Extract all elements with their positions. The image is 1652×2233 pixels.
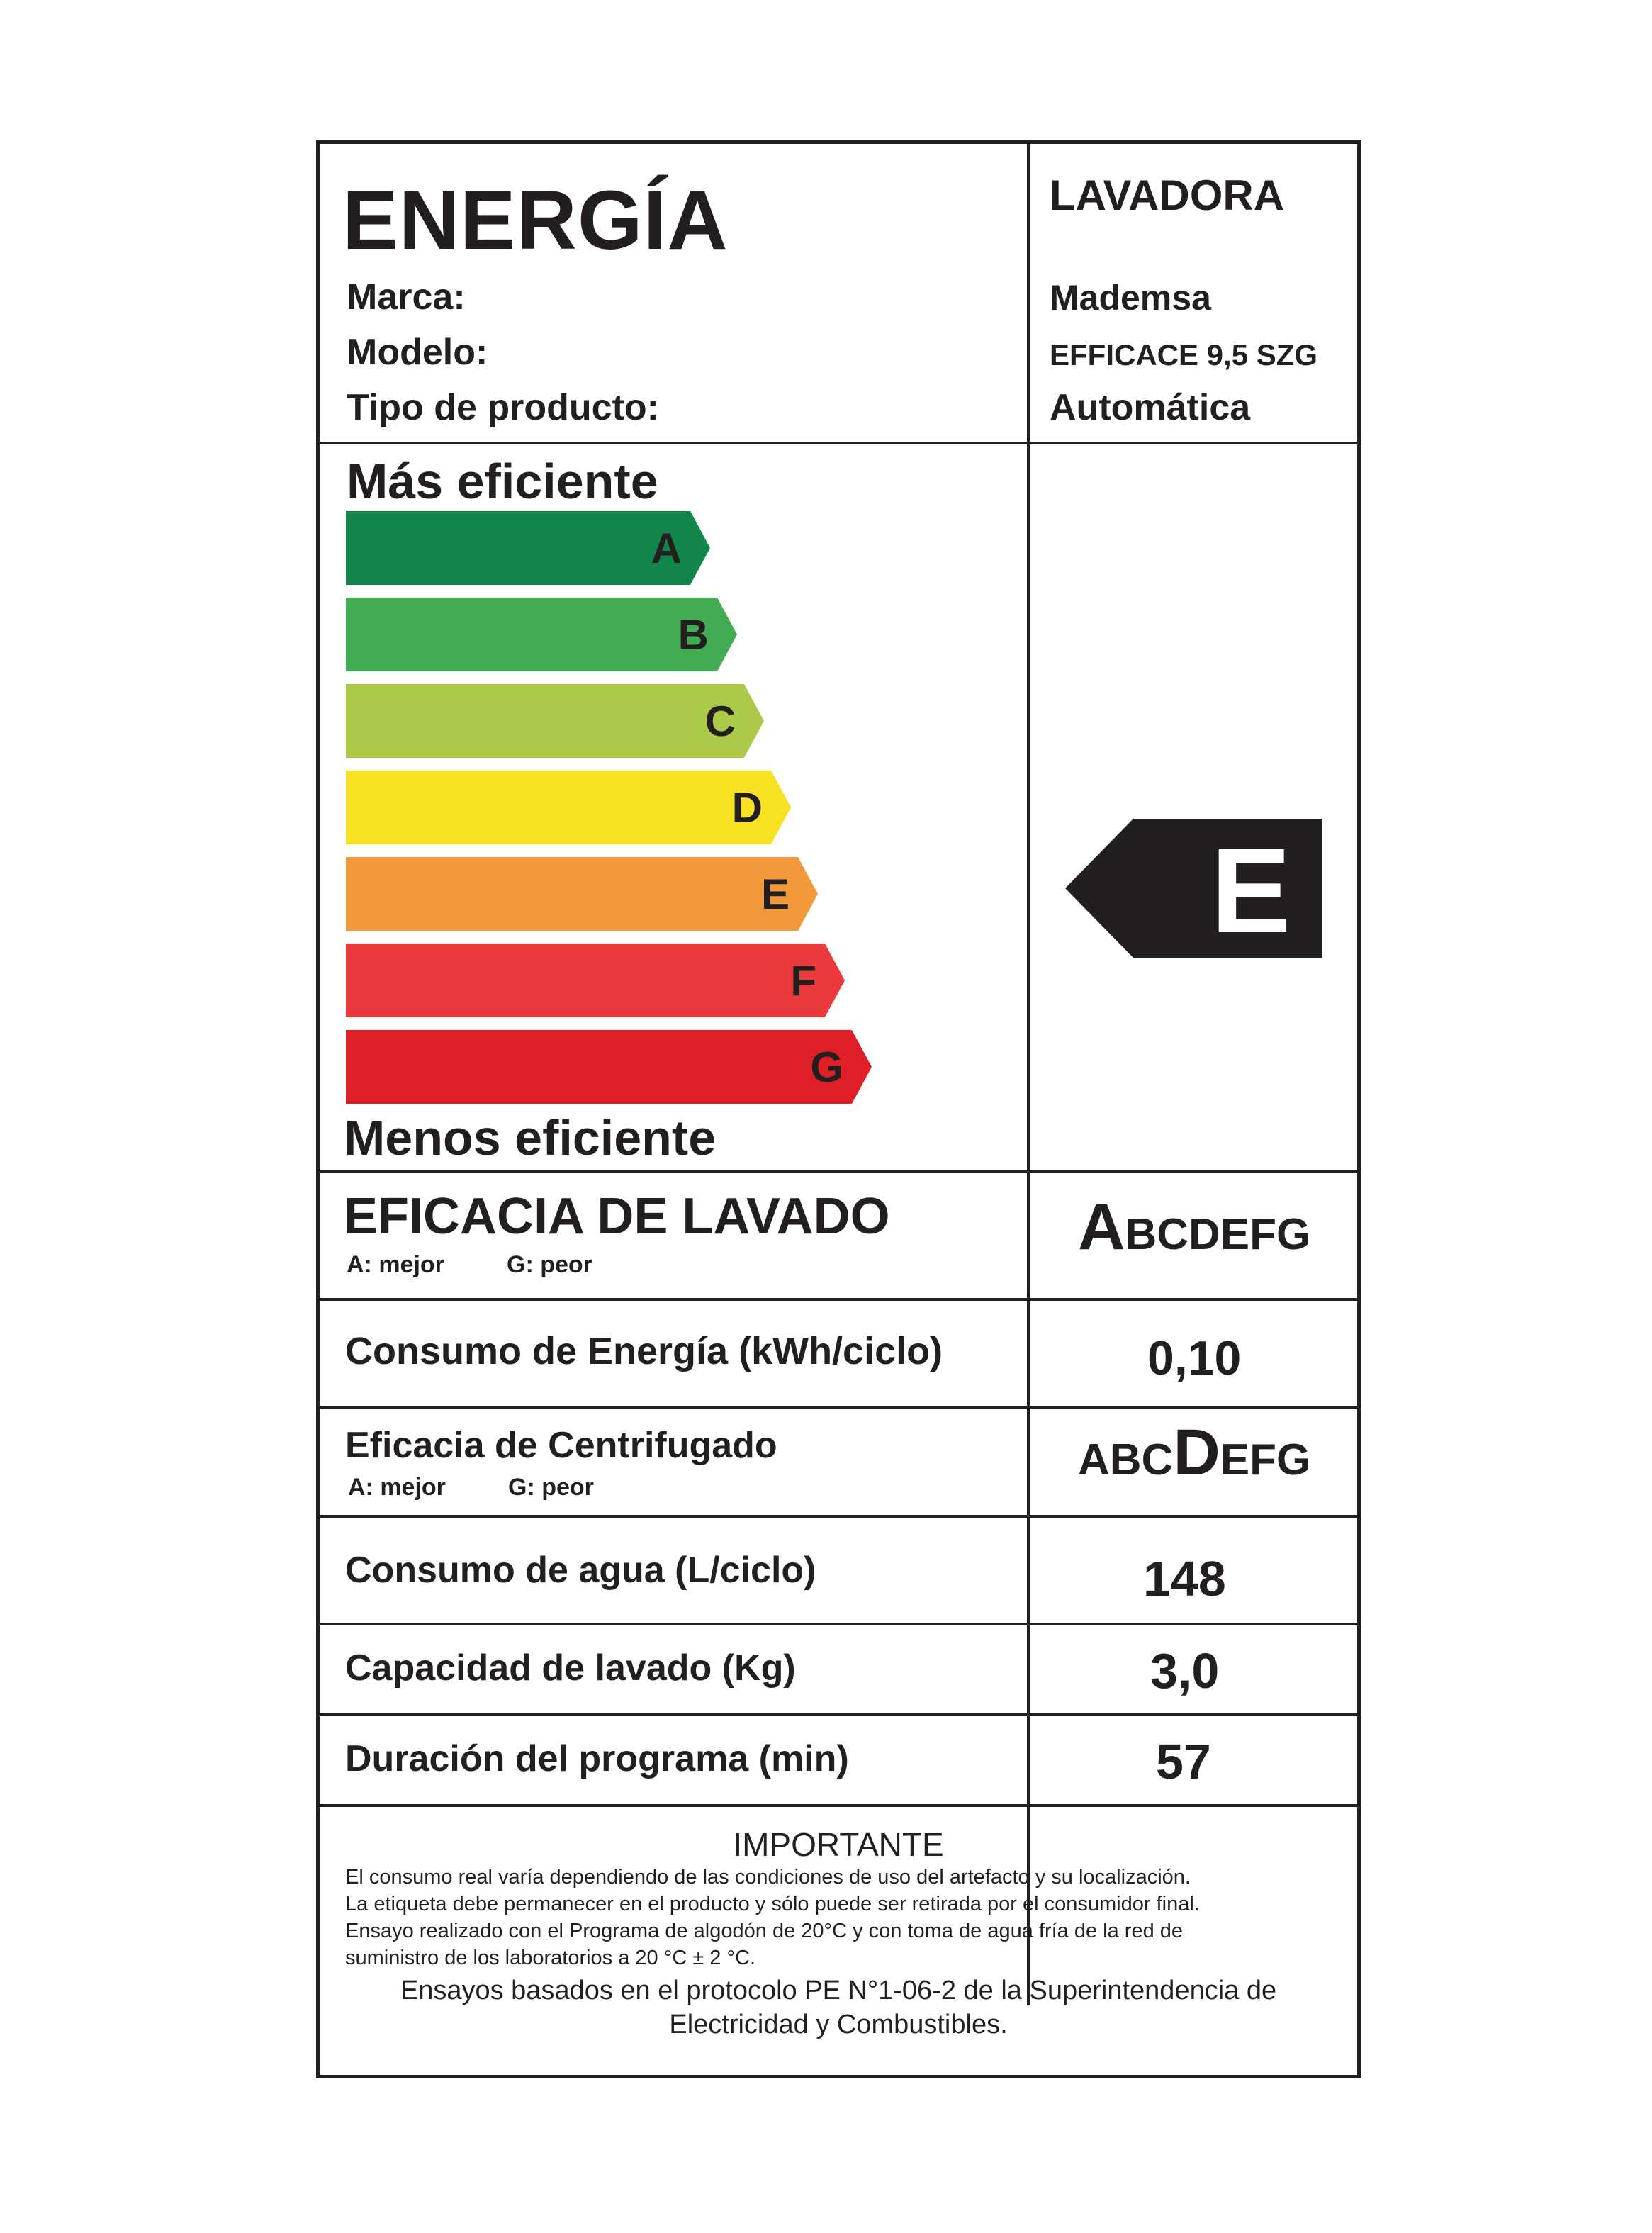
product-type-value: Automática [1050,387,1251,428]
spin-best-note: A: mejor [348,1474,446,1501]
wash-best-note: A: mejor [347,1251,444,1278]
row-divider [320,1623,1357,1625]
label-title: ENERGÍA [342,174,729,267]
efficiency-bar-f [346,944,845,1017]
notice-line: Ensayo realizado con el Programa de algodón de 20°C y con toma de agua fría de la red de [345,1920,1184,1942]
efficiency-class-letter: D [731,784,763,832]
efficiency-class-letter: G [810,1043,843,1091]
row-divider [320,1406,1357,1409]
efficiency-class-letter: C [704,698,736,745]
protocol-line: Ensayos basados en el protocolo PE N°1-06-2 de la Superintendencia de [400,1976,1277,2005]
energy-label [316,140,1361,2078]
energy-consumption-label: Consumo de Energía (kWh/ciclo) [345,1330,943,1372]
least-efficient-label: Menos eficiente [344,1110,717,1165]
wash-worst-note: G: peor [507,1251,592,1278]
wash-selected-class: A [1078,1191,1125,1263]
efficiency-bar-c [346,684,764,758]
capacity-label: Capacidad de lavado (Kg) [345,1647,796,1689]
duration-label: Duración del programa (min) [345,1738,849,1779]
water-consumption-label: Consumo de agua (L/ciclo) [345,1550,816,1591]
efficiency-class-letter: F [790,957,816,1004]
wash-efficacy-label: EFICACIA DE LAVADO [344,1188,890,1245]
row-divider [320,442,1357,444]
efficiency-class-letter: A [651,525,682,572]
notice-line: suministro de los laboratorios a 20 °C ± 2 °C. [345,1947,756,1969]
rating-letter: E [1210,824,1291,958]
row-divider [320,1298,1357,1301]
notice-line: El consumo real varía dependiendo de las condiciones de uso del artefacto y su localización. [345,1866,1191,1888]
spin-efficacy-label: Eficacia de Centrifugado [345,1425,777,1466]
product-type-label: Tipo de producto: [347,387,659,428]
brand-label: Marca: [347,276,466,318]
efficiency-bar-g [346,1030,872,1104]
spin-efficacy-scale [1078,1416,1310,1490]
spin-selected-class: D [1173,1416,1220,1489]
water-consumption-value: 148 [1143,1551,1226,1606]
column-divider [1027,144,1030,2005]
duration-value: 57 [1156,1734,1211,1789]
row-divider [320,1713,1357,1716]
row-divider [320,1515,1357,1518]
notice-line: La etiqueta debe permanecer en el producto y sólo puede ser retirada por el consumidor final. [345,1893,1200,1915]
efficiency-class-letter: B [678,611,709,659]
row-divider [320,1804,1357,1807]
wash-other-classes: BCDEFG [1125,1210,1311,1259]
efficiency-class-letter: E [760,871,790,918]
product-category: LAVADORA [1050,172,1285,219]
efficiency-bar-d [346,771,791,844]
efficiency-bar-e [346,857,818,931]
model-label: Modelo: [347,332,488,373]
brand-value: Mademsa [1050,278,1211,318]
energy-consumption-value: 0,10 [1147,1331,1242,1385]
spin-worst-note: G: peor [508,1474,594,1501]
capacity-value: 3,0 [1150,1643,1220,1698]
model-value: EFFICACE 9,5 SZG [1050,338,1318,371]
spin-classes-after: EFG [1220,1436,1311,1484]
wash-efficacy-scale [1078,1190,1310,1265]
notice-title: IMPORTANTE [733,1826,944,1863]
most-efficient-label: Más eficiente [347,454,658,509]
spin-classes-before: ABC [1078,1436,1174,1484]
protocol-line: Electricidad y Combustibles. [669,2010,1008,2039]
rating-arrow [1065,819,1322,958]
